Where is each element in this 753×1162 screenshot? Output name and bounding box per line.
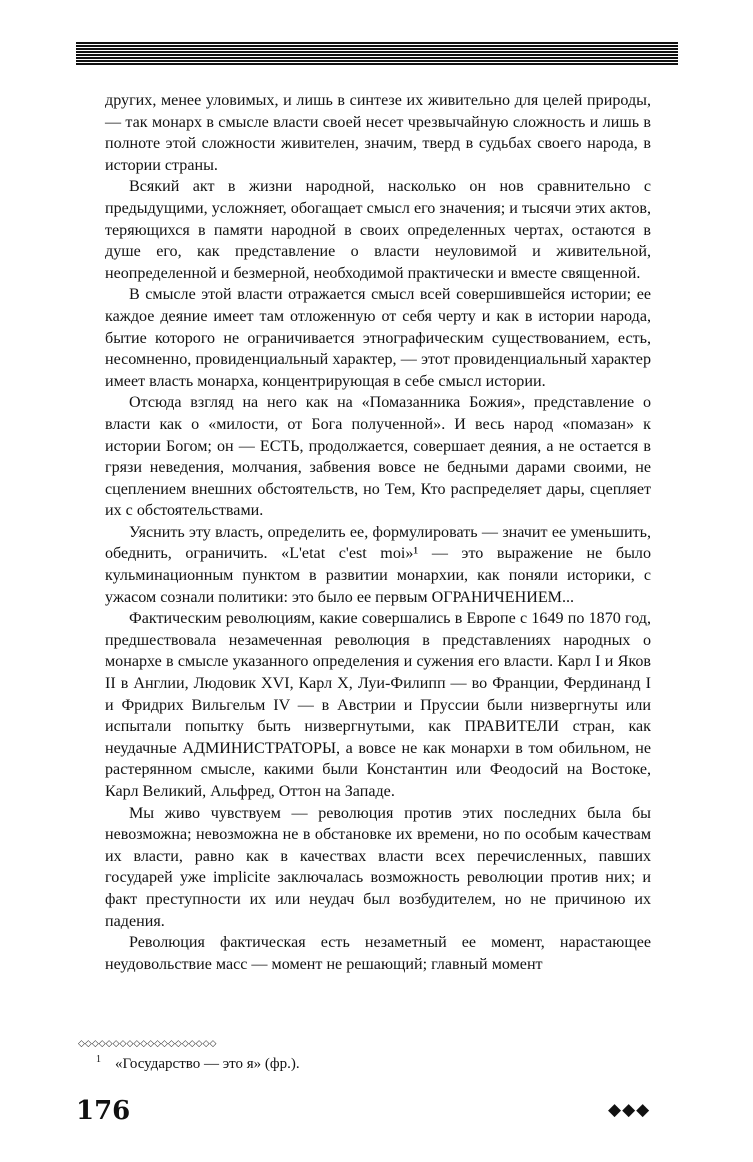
paragraph-7: Мы живо чувствуем — революция против этих последних была бы невозможна; невозможна не в обстановке их времени, но по особым качествам их власти, равно как в качествах власти всех перечисленных, павших государей уже implicite заключалась возможность революции против них; и факт преступности их или неудач был возбудителем, но не причиною их падения.	[105, 804, 651, 930]
paragraph-8: Революция фактическая есть незаметный ее момент, нарастающее неудовольствие масс — момент не решающий; главный момент	[105, 934, 651, 973]
paragraph-4: Отсюда взгляд на него как на «Помазанника Божия», представление о власти как о «милости, от Бога полученной». И весь народ «помазан» к истории Богом; он — ЕСТЬ, продолжается, совершает деяния, а не остается в грязи неведения, молчания, забвения вовсе не бедными дарами своими, не сцеплением внешних обстоятельств, но Тем, Кто распределяет дары, сцепляет их с обстоятельствами.	[105, 394, 651, 520]
footer-ornament: ◆◆◆	[608, 1100, 651, 1120]
footnote: 1 «Государство — это я» (фр.).	[96, 1054, 300, 1072]
paragraph-1: других, менее уловимых, и лишь в синтезе их живительно для целей природы, — так монарх в смысле власти своей несет чрезвычайную сложность и лишь в полноте этой сложности живителен, значим, тверд в судьбах своего народа, в истории страны.	[105, 92, 651, 174]
header-rule	[76, 42, 678, 66]
paragraph-3: В смысле этой власти отражается смысл всей совершившейся истории; ее каждое деяние имеет там отложенную от себя черту и как в истории народа, бытие которого не ограничивается этнографическим существованием, есть, несомненно, провиденциальный характер, — этот провиденциальный характер имеет власть монарха, концентрирующая в себе смысл истории.	[105, 286, 651, 390]
paragraph-2: Всякий акт в жизни народной, насколько он нов сравнительно с предыдущими, усложняет, обогащает смысл его значения; и тысячи этих актов, теряющихся в памяти народной в своих определенных чертах, остаются в душе его, как представление о власти неуловимой и живительной, неопределенной и безмерной, необходимой практически и вместе священной.	[105, 178, 651, 282]
paragraph-5: Уяснить эту власть, определить ее, формулировать — значит ее уменьшить, обеднить, ограничить. «L'etat c'est moi»¹ — это выражение не было кульминационным пунктом в развитии монархии, как поняли историки, с ужасом сознали политики: это было ее первым ОГРАНИЧЕНИЕМ...	[105, 523, 651, 606]
footnote-divider: ◇◇◇◇◇◇◇◇◇◇◇◇◇◇◇◇◇◇◇◇	[78, 1039, 217, 1049]
page-text	[105, 90, 651, 975]
page-number: 176	[76, 1096, 131, 1126]
footnote-text: «Государство — это я» (фр.).	[115, 1056, 300, 1072]
paragraph-6: Фактическим революциям, какие совершались в Европе с 1649 по 1870 год, предшествовала незамеченная революция в представлениях народных о монархе в смысле указанного определения и сужения его власти. Карл I и Яков II в Англии, Людовик XVI, Карл X, Луи-Филипп — во Франции, Фердинанд I и Фридрих Вильгельм IV — в Австрии и Пруссии были низвергнуты или испытали попытку быть низвергнутыми, как ПРАВИТЕЛИ стран, как неудачные АДМИНИСТРАТОРЫ, а вовсе не как монархи в том обильном, не растерянном смысле, какими были Константин или Феодосий на Востоке, Карл Великий, Альфред, Оттон на Западе.	[105, 610, 651, 800]
